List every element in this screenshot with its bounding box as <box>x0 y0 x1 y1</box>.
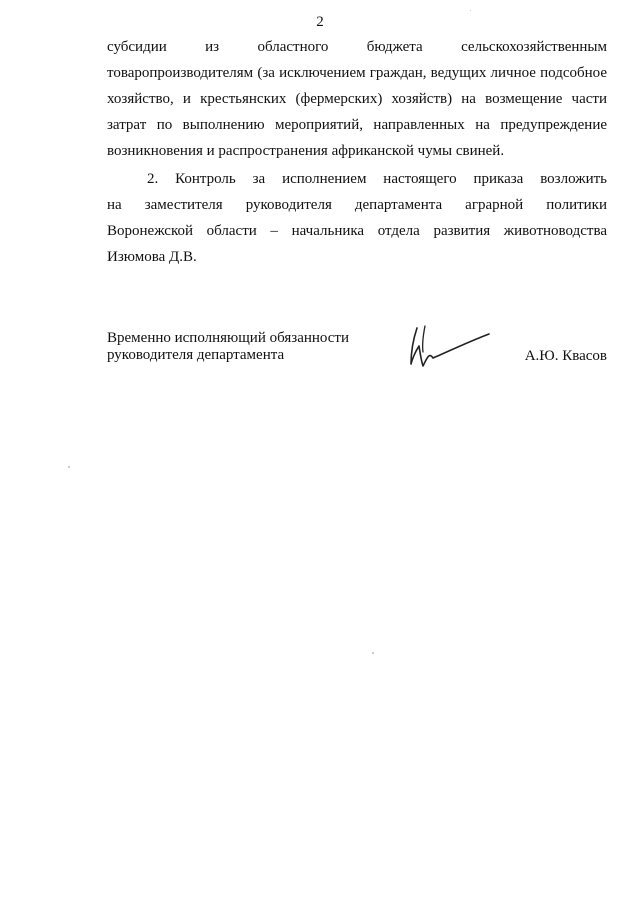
scan-speck <box>372 652 374 654</box>
paragraph-line: на заместителя руководителя департамента аграрной политики <box>107 197 607 213</box>
signatory-title-line: руководителя департамента <box>107 347 285 363</box>
scan-speck <box>68 466 70 468</box>
paragraph-control <box>107 166 607 270</box>
paragraph-line: затрат по выполнению мероприятий, направленных на предупреждение <box>107 117 607 133</box>
paragraph-line: товаропроизводителям (за исключением граждан, ведущих личное подсобное <box>107 65 607 81</box>
signature-block <box>107 330 607 390</box>
paragraph-line: Воронежской области – начальника отдела развития животноводства <box>107 223 607 239</box>
paragraph-line: возникновения и распространения африканской чумы свиней. <box>107 143 505 159</box>
signatory-title-line: Временно исполняющий обязанности <box>107 330 350 346</box>
paragraph-line: субсидии из областного бюджета сельскохозяйственным <box>107 39 607 55</box>
signatory-name: А.Ю. Квасов <box>524 348 607 364</box>
signatory-title <box>107 330 349 364</box>
paragraph-subsidies <box>107 34 607 164</box>
paragraph-line: хозяйство, и крестьянских (фермерских) хозяйств) на возмещение части <box>107 91 607 107</box>
paragraph-line: Изюмова Д.В. <box>107 249 197 265</box>
handwritten-signature <box>403 322 493 374</box>
paragraph-line: 2. Контроль за исполнением настоящего приказа возложить <box>147 171 607 187</box>
page-number: 2 <box>316 14 324 30</box>
scan-speck <box>470 10 471 11</box>
